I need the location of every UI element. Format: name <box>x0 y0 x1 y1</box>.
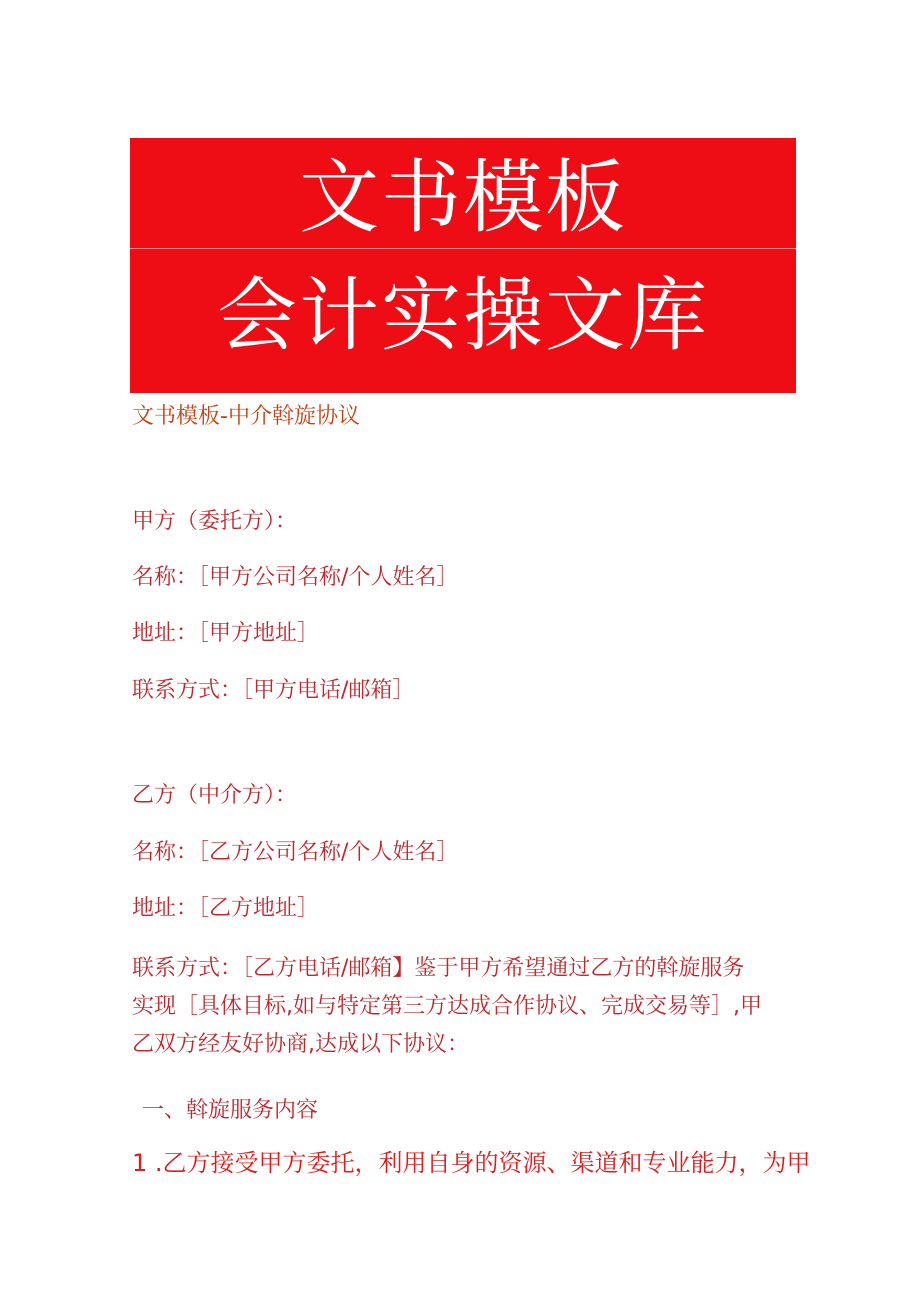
party-b-name: 名称：［乙方公司名称/个人姓名］ <box>132 840 459 865</box>
preamble-line-2: 实现［具体目标,如与特定第三方达成合作协议、完成交易等］,甲 <box>132 994 762 1019</box>
clause-item-1: 1 .乙方接受甲方委托，利用自身的资源、渠道和专业能力，为甲 <box>132 1149 811 1177</box>
banner-title-line-2: 会计实操文库 <box>217 269 709 362</box>
preamble-line-1: 联系方式：［乙方电话/邮箱】鉴于甲方希望通过乙方的斡旋服务 <box>132 956 745 981</box>
party-a-heading: 甲方（委托方）： <box>132 509 298 534</box>
banner-divider <box>130 248 796 249</box>
party-a-contact: 联系方式：［甲方电话/邮箱］ <box>132 678 415 703</box>
party-b-address: 地址：［乙方地址］ <box>132 896 320 921</box>
title-banner <box>130 138 796 393</box>
party-b-heading: 乙方（中介方）： <box>132 783 298 808</box>
section-heading-1: 一、斡旋服务内容 <box>142 1098 319 1123</box>
party-a-name: 名称：［甲方公司名称/个人姓名］ <box>132 565 459 590</box>
banner-title-line-1: 文书模板 <box>299 151 627 244</box>
party-a-address: 地址：［甲方地址］ <box>132 621 320 646</box>
document-title: 文书模板-中介斡旋协议 <box>132 404 360 429</box>
preamble-paragraph <box>132 950 794 1064</box>
preamble-line-3: 乙双方经友好协商,达成以下协议： <box>132 1032 469 1057</box>
